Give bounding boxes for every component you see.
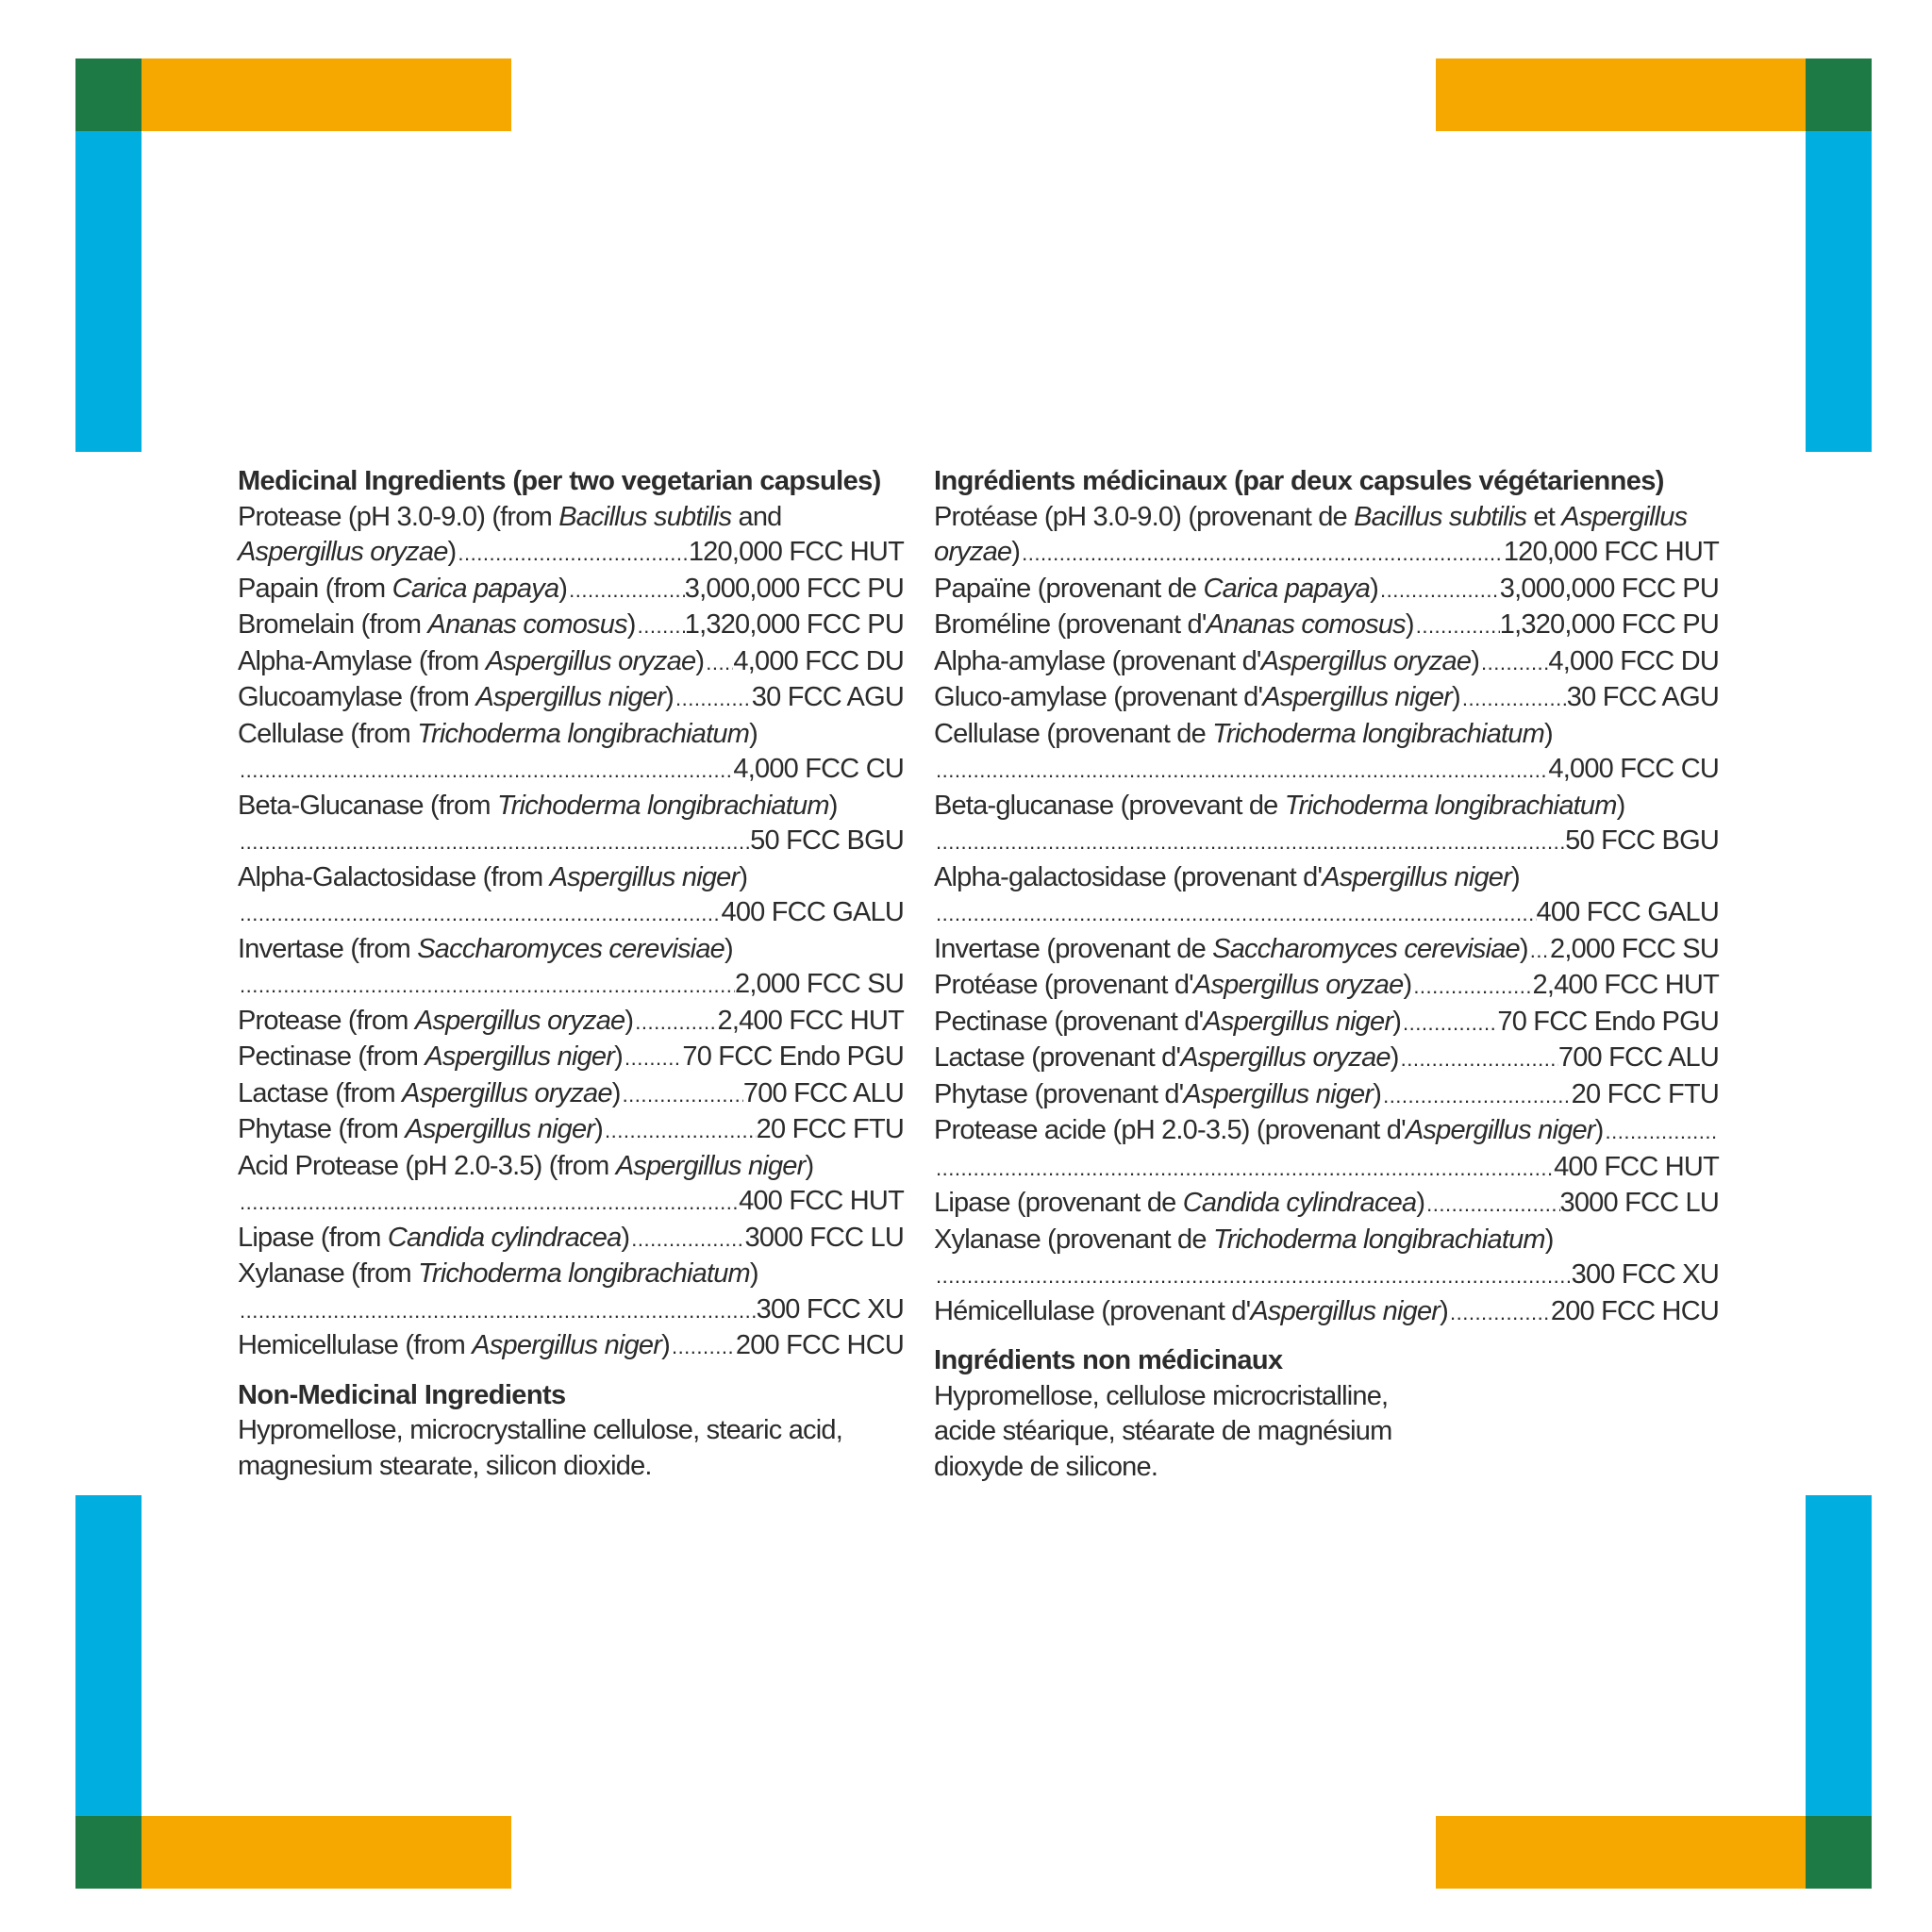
ingredient-line bbox=[934, 644, 1719, 681]
ingredient-line bbox=[934, 1113, 1719, 1150]
ingredient-line bbox=[934, 1294, 1719, 1331]
corner-br-blue bbox=[1806, 1495, 1872, 1816]
ingredient-label: Phytase (from Aspergillus niger) bbox=[238, 1114, 604, 1144]
ingredient-line bbox=[934, 1186, 1719, 1223]
dot-leader bbox=[567, 572, 685, 608]
corner-tl-green bbox=[75, 58, 142, 131]
dot-leader bbox=[674, 680, 752, 717]
corner-bl-blue bbox=[75, 1495, 142, 1816]
dot-leader bbox=[238, 1292, 757, 1329]
ingredient-line bbox=[934, 1005, 1719, 1041]
ingredient-line bbox=[934, 860, 1719, 896]
ingredient-line bbox=[934, 968, 1719, 1005]
ingredient-amount: 400 FCC GALU bbox=[721, 897, 904, 927]
english-ingredients-column bbox=[238, 464, 904, 1484]
ingredient-line bbox=[934, 789, 1719, 824]
ingredient-label: Alpha-galactosidase (provenant d'Aspergillus niger) bbox=[934, 861, 1520, 892]
ingredient-amount: 30 FCC AGU bbox=[1566, 682, 1719, 712]
ingredient-line bbox=[238, 1076, 904, 1113]
non-medicinal-ingredients-heading: Non-Medicinal Ingredients bbox=[238, 1379, 566, 1410]
corner-bl-green bbox=[75, 1816, 142, 1889]
corner-br-orange bbox=[1436, 1816, 1806, 1889]
ingredient-amount: 4,000 FCC CU bbox=[733, 754, 904, 784]
ingredient-line bbox=[934, 680, 1719, 717]
ingredient-amount: 20 FCC FTU bbox=[1571, 1078, 1719, 1109]
ingredient-label: Cellulase (from Trichoderma longibrachiatum) bbox=[238, 718, 758, 749]
ingredient-line bbox=[238, 1149, 904, 1185]
ingredient-amount: 2,000 FCC SU bbox=[735, 969, 904, 999]
dot-leader bbox=[636, 608, 685, 644]
ingredient-amount: 20 FCC FTU bbox=[756, 1114, 904, 1144]
ingredient-line bbox=[238, 608, 904, 644]
dot-leader bbox=[238, 895, 722, 932]
ingredient-amount: 30 FCC AGU bbox=[751, 682, 904, 712]
ingredient-label: Papaïne (provenant de Carica papaya) bbox=[934, 573, 1378, 604]
dot-leader bbox=[1448, 1294, 1551, 1331]
ingredient-label: Alpha-Galactosidase (from Aspergillus niger) bbox=[238, 861, 748, 892]
ingredient-line bbox=[238, 644, 904, 681]
ingredient-label: Xylanase (from Trichoderma longibrachiatum) bbox=[238, 1258, 758, 1289]
ingredient-amount: 4,000 FCC DU bbox=[1548, 645, 1719, 676]
ingredient-label: Invertase (from Saccharomyces cerevisiae) bbox=[238, 933, 733, 964]
ingredient-line bbox=[934, 752, 1719, 789]
ingredient-label: Pectinase (from Aspergillus niger) bbox=[238, 1041, 623, 1072]
ingredient-label: Alpha-amylase (provenant d'Aspergillus oryzae) bbox=[934, 645, 1480, 676]
dot-leader bbox=[1528, 932, 1550, 969]
ingredient-line bbox=[238, 1040, 904, 1076]
ingredient-label: Hémicellulase (provenant d'Aspergillus niger) bbox=[934, 1295, 1448, 1326]
ingredient-label: Gluco-amylase (provenant d'Aspergillus niger) bbox=[934, 682, 1460, 712]
ingredients-medicinaux-heading: Ingrédients médicinaux (par deux capsules végétariennes) bbox=[934, 466, 1664, 496]
ingredient-label: Glucoamylase (from Aspergillus niger) bbox=[238, 682, 674, 712]
ingredient-amount: 4,000 FCC CU bbox=[1548, 754, 1719, 784]
dot-leader bbox=[603, 1112, 757, 1149]
ingredient-line bbox=[934, 824, 1719, 860]
corner-tr-green bbox=[1806, 58, 1872, 131]
dot-leader bbox=[623, 1040, 682, 1076]
ingredient-amount: 4,000 FCC DU bbox=[733, 645, 904, 676]
ingredient-amount: 400 FCC GALU bbox=[1536, 897, 1719, 927]
ingredient-label: Phytase (provenant d'Aspergillus niger) bbox=[934, 1078, 1382, 1109]
dot-leader bbox=[456, 535, 688, 572]
corner-tl-blue bbox=[75, 131, 142, 452]
ingredient-line bbox=[238, 680, 904, 717]
ingredient-line bbox=[238, 1221, 904, 1257]
ingredient-amount: 300 FCC XU bbox=[1571, 1259, 1719, 1290]
ingredient-amount: 2,000 FCC SU bbox=[1550, 933, 1719, 964]
ingredient-label: Hemicellulase (from Aspergillus niger) bbox=[238, 1330, 670, 1360]
ingredient-label: Bromelain (from Ananas comosus) bbox=[238, 609, 636, 640]
ingredient-line bbox=[934, 1041, 1719, 1077]
dot-leader bbox=[1424, 1186, 1559, 1223]
non-medicinal-line: acide stéarique, stéarate de magnésium bbox=[934, 1416, 1392, 1446]
ingredient-label: Protéase (pH 3.0-9.0) (provenant de Bacillus subtilis et Aspergillus bbox=[934, 501, 1688, 532]
dot-leader bbox=[934, 1257, 1572, 1294]
ingredient-label: Lipase (provenant de Candida cylindracea) bbox=[934, 1188, 1425, 1218]
ingredient-amount: 300 FCC XU bbox=[756, 1293, 904, 1324]
ingredient-line bbox=[238, 1184, 904, 1221]
ingredient-amount: 3000 FCC LU bbox=[744, 1222, 904, 1253]
ingredient-line bbox=[238, 860, 904, 896]
ingredient-line bbox=[934, 500, 1719, 536]
ingredient-label: Papain (from Carica papaya) bbox=[238, 573, 568, 604]
ingredient-amount: 200 FCC HCU bbox=[735, 1330, 904, 1360]
dot-leader bbox=[1401, 1005, 1497, 1041]
dot-leader bbox=[934, 1150, 1554, 1187]
ingredient-label: Beta-Glucanase (from Trichoderma longibrachiatum) bbox=[238, 790, 838, 821]
ingredient-label: Alpha-Amylase (from Aspergillus oryzae) bbox=[238, 645, 705, 676]
ingredients-medicinaux-list bbox=[934, 500, 1719, 1331]
ingredient-label: Cellulase (provenant de Trichoderma longibrachiatum) bbox=[934, 718, 1553, 749]
ingredient-label: Lactase (provenant d'Aspergillus oryzae) bbox=[934, 1042, 1399, 1073]
ingredient-amount: 1,320,000 FCC PU bbox=[684, 609, 904, 640]
corner-tr-orange bbox=[1436, 58, 1806, 131]
ingredient-label: Lipase (from Candida cylindracea) bbox=[238, 1222, 630, 1253]
ingredient-label: Beta-glucanase (provevant de Trichoderma longibrachiatum) bbox=[934, 790, 1625, 821]
ingredient-amount: 2,400 FCC HUT bbox=[1532, 970, 1719, 1000]
dot-leader bbox=[1381, 1077, 1572, 1114]
ingredient-line bbox=[238, 895, 904, 932]
dot-leader bbox=[934, 824, 1565, 860]
ingredient-label: Protease (pH 3.0-9.0) (from Bacillus subtilis and bbox=[238, 501, 782, 532]
corner-br-green bbox=[1806, 1816, 1872, 1889]
non-medicinal-line: Hypromellose, cellulose microcristalline, bbox=[934, 1380, 1389, 1411]
ingredient-amount: 70 FCC Endo PGU bbox=[682, 1041, 904, 1072]
ingredient-line bbox=[238, 824, 904, 860]
dot-leader bbox=[1411, 968, 1532, 1005]
ingredient-line bbox=[238, 752, 904, 789]
ingredient-line bbox=[238, 1328, 904, 1365]
dot-leader bbox=[629, 1221, 744, 1257]
dot-leader bbox=[238, 752, 733, 789]
ingredient-line bbox=[238, 535, 904, 572]
ingredient-line bbox=[934, 1223, 1719, 1258]
ingredient-line bbox=[238, 1257, 904, 1292]
dot-leader bbox=[1399, 1041, 1558, 1077]
dot-leader bbox=[1479, 644, 1548, 681]
ingredient-amount: 120,000 FCC HUT bbox=[1503, 537, 1719, 567]
ingredients-non-medicinaux-heading: Ingrédients non médicinaux bbox=[934, 1345, 1283, 1375]
corner-bl-orange bbox=[142, 1816, 511, 1889]
ingredient-line bbox=[238, 1292, 904, 1329]
ingredient-amount: 1,320,000 FCC PU bbox=[1499, 609, 1719, 640]
ingredient-line bbox=[238, 572, 904, 608]
ingredient-label: Xylanase (provenant de Trichoderma longibrachiatum) bbox=[934, 1224, 1554, 1255]
non-medicinal-line: dioxyde de silicone. bbox=[934, 1451, 1158, 1482]
dot-leader bbox=[934, 752, 1548, 789]
dot-leader bbox=[1020, 535, 1504, 572]
ingredient-line bbox=[934, 572, 1719, 608]
dot-leader bbox=[621, 1076, 743, 1113]
ingredient-amount: 700 FCC ALU bbox=[1557, 1042, 1719, 1073]
ingredient-line bbox=[934, 895, 1719, 932]
corner-tl-orange bbox=[142, 58, 511, 131]
ingredient-label: Aspergillus oryzae) bbox=[238, 537, 457, 567]
ingredient-line bbox=[238, 932, 904, 968]
ingredient-line bbox=[934, 717, 1719, 753]
ingredient-amount: 3,000,000 FCC PU bbox=[684, 573, 904, 604]
ingredient-amount: 3,000,000 FCC PU bbox=[1499, 573, 1719, 604]
non-medicinal-line: Hypromellose, microcrystalline cellulose, stearic acid, bbox=[238, 1415, 842, 1445]
ingredient-line bbox=[238, 789, 904, 824]
medicinal-ingredients-list bbox=[238, 500, 904, 1365]
ingredient-amount: 50 FCC BGU bbox=[1565, 825, 1719, 856]
ingredient-line bbox=[934, 1077, 1719, 1114]
ingredient-amount: 400 FCC HUT bbox=[1554, 1151, 1719, 1182]
ingredient-line bbox=[934, 1257, 1719, 1294]
ingredient-line bbox=[934, 608, 1719, 644]
corner-tr-blue bbox=[1806, 131, 1872, 452]
ingredient-label: Invertase (provenant de Saccharomyces cerevisiae) bbox=[934, 933, 1528, 964]
dot-leader bbox=[1460, 680, 1567, 717]
ingredient-line bbox=[238, 967, 904, 1004]
ingredient-line bbox=[934, 932, 1719, 969]
dot-leader bbox=[670, 1328, 736, 1365]
dot-leader bbox=[934, 895, 1537, 932]
ingredient-line bbox=[238, 1112, 904, 1149]
ingredient-amount: 3000 FCC LU bbox=[1559, 1188, 1719, 1218]
dot-leader bbox=[238, 1184, 739, 1221]
ingredient-amount: 2,400 FCC HUT bbox=[717, 1005, 904, 1036]
ingredient-label: oryzae) bbox=[934, 537, 1021, 567]
ingredient-amount: 120,000 FCC HUT bbox=[688, 537, 904, 567]
dot-leader bbox=[633, 1004, 717, 1041]
ingredient-label: Acid Protease (pH 2.0-3.5) (from Aspergillus niger) bbox=[238, 1150, 814, 1181]
ingredient-amount: 70 FCC Endo PGU bbox=[1497, 1006, 1719, 1037]
ingredient-label: Broméline (provenant d'Ananas comosus) bbox=[934, 609, 1414, 640]
ingredient-label: Lactase (from Aspergillus oryzae) bbox=[238, 1077, 621, 1108]
ingredient-amount: 700 FCC ALU bbox=[742, 1077, 904, 1108]
ingredient-label: Pectinase (provenant d'Aspergillus niger) bbox=[934, 1006, 1402, 1037]
ingredient-amount: 400 FCC HUT bbox=[739, 1186, 904, 1216]
dot-leader bbox=[704, 644, 733, 681]
dot-leader bbox=[238, 967, 735, 1004]
ingredient-line bbox=[238, 500, 904, 536]
ingredient-label: Protease acide (pH 2.0-3.5) (provenant d'Aspergillus niger) bbox=[934, 1115, 1604, 1145]
ingredient-amount: 200 FCC HCU bbox=[1550, 1295, 1719, 1326]
ingredient-label: Protease (from Aspergillus oryzae) bbox=[238, 1005, 634, 1036]
french-ingredients-column bbox=[934, 464, 1719, 1485]
ingredient-line bbox=[238, 717, 904, 753]
non-medicinal-line: magnesium stearate, silicon dioxide. bbox=[238, 1450, 652, 1481]
dot-leader bbox=[1414, 608, 1500, 644]
dot-leader bbox=[238, 824, 750, 860]
ingredient-line bbox=[238, 1004, 904, 1041]
ingredient-line bbox=[934, 535, 1719, 572]
ingredient-line bbox=[934, 1150, 1719, 1187]
ingredient-label: Protéase (provenant d'Aspergillus oryzae) bbox=[934, 970, 1412, 1000]
ingredient-amount: 50 FCC BGU bbox=[750, 825, 904, 856]
dot-leader bbox=[1604, 1113, 1719, 1150]
dot-leader bbox=[1378, 572, 1500, 608]
medicinal-ingredients-heading: Medicinal Ingredients (per two vegetarian capsules) bbox=[238, 466, 881, 496]
